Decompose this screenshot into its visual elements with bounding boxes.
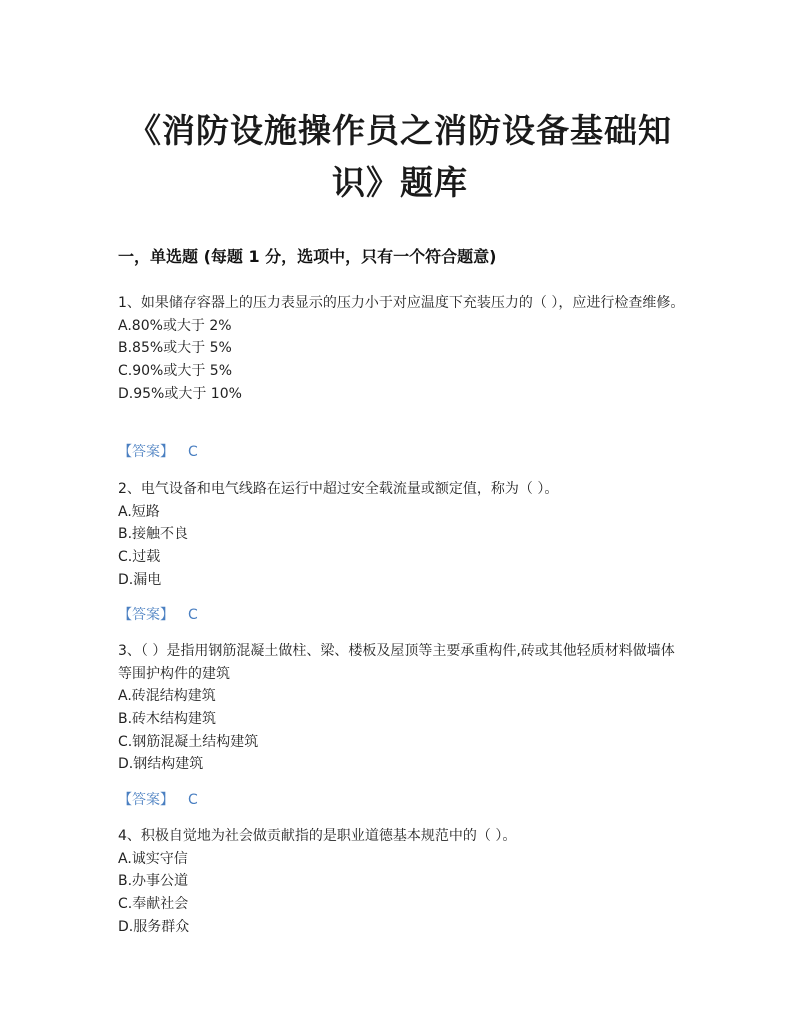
question-stem: 2、电气设备和电气线路在运行中超过安全载流量或额定值，称为（ ）。 <box>118 481 559 497</box>
option-d: D.钢结构建筑 <box>118 756 204 773</box>
option-b: B.85%或大于 5% <box>118 340 232 357</box>
answer-3 <box>118 789 198 811</box>
question-stem: 4、积极自觉地为社会做贡献指的是职业道德基本规范中的（ ）。 <box>118 828 517 844</box>
question-4 <box>118 825 688 939</box>
answer-letter: C <box>188 792 198 808</box>
option-a: A.诚实守信 <box>118 850 188 867</box>
option-a: A.砖混结构建筑 <box>118 688 216 704</box>
document-title-line-2: 识》题库 <box>332 163 468 202</box>
option-c: C.钢筋混凝土结构建筑 <box>118 733 259 750</box>
answer-label: 【答案】 <box>118 792 174 808</box>
option-d: D.95%或大于 10% <box>118 385 242 402</box>
answer-1 <box>118 441 198 463</box>
option-b: B.办事公道 <box>118 873 189 890</box>
option-a: A.短路 <box>118 503 160 520</box>
question-stem: 3、（ ）是指用钢筋混凝土做柱、梁、楼板及屋顶等主要承重构件,砖或其他轻质材料做墙体等围护构件的建筑 <box>118 643 675 682</box>
question-1 <box>118 292 688 406</box>
document-title-line-1: 《消防设施操作员之消防设备基础知 <box>128 111 672 150</box>
answer-2 <box>118 604 198 626</box>
option-b: B.砖木结构建筑 <box>118 710 217 727</box>
answer-label: 【答案】 <box>118 607 174 623</box>
question-3 <box>118 640 688 776</box>
answer-label: 【答案】 <box>118 444 174 460</box>
section-heading: 一，单选题 (每题 1 分，选项中，只有一个符合题意) <box>118 247 497 266</box>
question-2 <box>118 478 688 592</box>
option-b: B.接触不良 <box>118 526 189 543</box>
question-stem: 1、如果储存容器上的压力表显示的压力小于对应温度下充装压力的（ ），应进行检查维修。 <box>118 295 685 311</box>
option-c: C.奉献社会 <box>118 896 189 913</box>
option-c: C.90%或大于 5% <box>118 363 233 380</box>
answer-letter: C <box>188 607 198 623</box>
option-c: C.过载 <box>118 549 161 566</box>
option-a: A.80%或大于 2% <box>118 317 232 334</box>
answer-letter: C <box>188 444 198 460</box>
option-d: D.漏电 <box>118 571 162 588</box>
option-d: D.服务群众 <box>118 918 190 935</box>
